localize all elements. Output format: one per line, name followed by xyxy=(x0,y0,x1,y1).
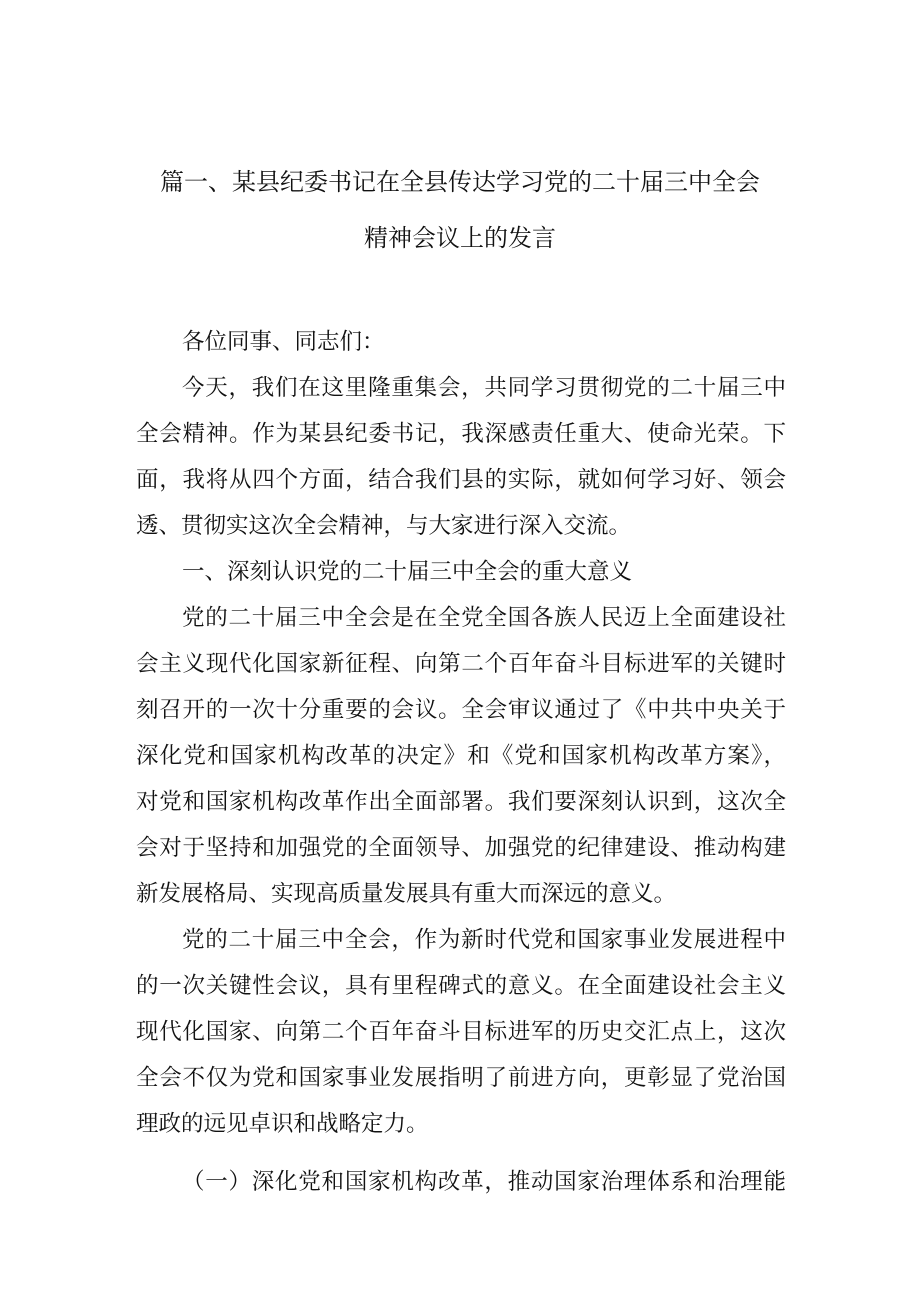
paragraph-line: 会主义现代化国家新征程、向第二个百年奋斗目标进军的关键时 xyxy=(136,651,786,677)
paragraph-line: 党的二十届三中全会，作为新时代党和国家事业发展进程中 xyxy=(182,927,786,953)
paragraph-line: 会对于坚持和加强党的全面领导、加强党的纪律建设、推动构建 xyxy=(136,835,786,861)
document-title-line-1: 篇一、某县纪委书记在全县传达学习党的二十届三中全会 xyxy=(160,168,760,196)
paragraph-line: 现代化国家、向第二个百年奋斗目标进军的历史交汇点上，这次 xyxy=(136,1019,786,1045)
intro-line: 今天，我们在这里隆重集会，共同学习贯彻党的二十届三中 xyxy=(182,375,786,401)
paragraph-line: 党的二十届三中全会是在全党全国各族人民迈上全面建设社 xyxy=(182,605,786,631)
intro-line: 全会精神。作为某县纪委书记，我深感责任重大、使命光荣。下 xyxy=(136,421,786,447)
paragraph-line: 刻召开的一次十分重要的会议。全会审议通过了《中共中央关于 xyxy=(136,697,786,723)
subsection-heading: （一）深化党和国家机构改革，推动国家治理体系和治理能 xyxy=(182,1169,786,1195)
paragraph-line: 新发展格局、实现高质量发展具有重大而深远的意义。 xyxy=(136,881,677,907)
document-title-line-2: 精神会议上的发言 xyxy=(364,224,556,252)
paragraph-line: 对党和国家机构改革作出全面部署。我们要深刻认识到，这次全 xyxy=(136,789,786,815)
intro-line: 透、贯彻实这次全会精神，与大家进行深入交流。 xyxy=(136,513,632,539)
paragraph-line: 的一次关键性会议，具有里程碑式的意义。在全面建设社会主义 xyxy=(136,973,786,999)
paragraph-line: 理政的远见卓识和战略定力。 xyxy=(136,1111,429,1137)
intro-line: 面，我将从四个方面，结合我们县的实际，就如何学习好、领会 xyxy=(136,467,786,493)
section-heading: 一、深刻认识党的二十届三中全会的重大意义 xyxy=(182,559,633,585)
paragraph-line: 全会不仅为党和国家事业发展指明了前进方向，更彰显了党治国 xyxy=(136,1065,786,1091)
salutation: 各位同事、同志们： xyxy=(182,329,385,355)
paragraph-line: 深化党和国家机构改革的决定》和《党和国家机构改革方案》， xyxy=(136,743,786,769)
